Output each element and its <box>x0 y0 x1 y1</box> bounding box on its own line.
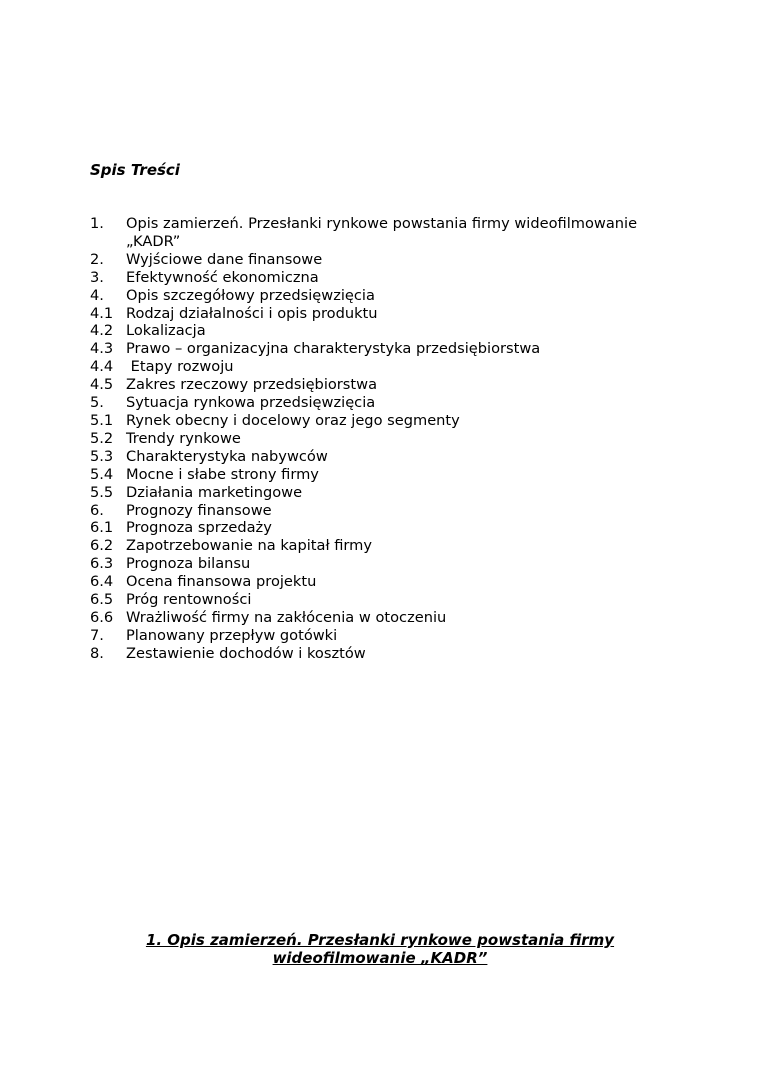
toc-item-number: 5.5 <box>90 483 114 501</box>
toc-item-number: 8. <box>90 644 104 662</box>
toc-item <box>90 340 680 358</box>
toc-item-text: Zestawienie dochodów i kosztów <box>126 644 366 662</box>
toc-item <box>90 484 680 502</box>
toc-item <box>90 322 680 340</box>
toc-item <box>90 358 680 376</box>
toc-item-text: Charakterystyka nabywców <box>126 447 328 465</box>
toc-item-number: 6.3 <box>90 555 114 573</box>
toc-item <box>90 502 680 520</box>
toc-item <box>90 591 680 609</box>
toc-item-number: 5.3 <box>90 447 114 465</box>
toc-item-text: Zakres rzeczowy przedsiębiorstwa <box>126 376 378 394</box>
toc-item-number: 4.3 <box>90 340 114 358</box>
toc-item-text: Planowany przepływ gotówki <box>126 626 338 644</box>
toc-item-text: Ocena finansowa projektu <box>126 573 317 591</box>
toc-item-number: 7. <box>90 626 104 644</box>
toc-item-text: Prognoza bilansu <box>126 555 251 573</box>
toc-item-text: Wyjściowe dane finansowe <box>126 250 323 268</box>
toc-item <box>90 573 680 591</box>
toc-item-number: 6. <box>90 501 104 519</box>
toc-item <box>90 555 680 573</box>
toc-item-text: Trendy rynkowe <box>126 429 241 447</box>
toc-item-number: 6.5 <box>90 591 114 609</box>
toc-item-number: 4. <box>90 286 104 304</box>
toc-item-text: Etapy rozwoju <box>126 358 234 376</box>
toc-item-text: Wrażliwość firmy na zakłócenia w otoczeniu <box>126 608 447 626</box>
toc-item-number: 4.4 <box>90 358 114 376</box>
section-heading: 1. Opis zamierzeń. Przesłanki rynkowe powstania firmy wideofilmowanie „KADR” <box>145 931 615 968</box>
toc-item <box>90 537 680 555</box>
toc-item-number: 5.4 <box>90 465 114 483</box>
toc-item <box>90 251 680 269</box>
toc-item-text: Efektywność ekonomiczna <box>126 268 319 286</box>
toc-item <box>90 376 680 394</box>
toc-item <box>90 269 680 287</box>
toc-item <box>90 448 680 466</box>
toc-item <box>90 287 680 305</box>
toc-item-number: 5.2 <box>90 429 114 447</box>
toc-item-text: Prawo – organizacyjna charakterystyka przedsiębiorstwa <box>126 340 541 358</box>
toc-item <box>90 645 680 663</box>
toc-item <box>90 609 680 627</box>
toc-item <box>90 466 680 484</box>
toc-item-number: 4.1 <box>90 304 114 322</box>
toc-item-text: Opis zamierzeń. Przesłanki rynkowe powstania firmy wideofilmowanie „KADR” <box>126 215 642 250</box>
toc-item <box>90 305 680 323</box>
toc-item-text: Prognozy finansowe <box>126 501 272 519</box>
toc-item-number: 1. <box>90 215 104 232</box>
toc-item <box>90 519 680 537</box>
toc-item <box>90 627 680 645</box>
toc-item-text: Opis szczegółowy przedsięwzięcia <box>126 286 375 304</box>
toc-item-text: Działania marketingowe <box>126 483 303 501</box>
toc-item-number: 6.2 <box>90 537 114 555</box>
toc-item-number: 6.6 <box>90 608 114 626</box>
toc-item-number: 2. <box>90 250 104 268</box>
toc-title: Spis Treści <box>90 161 180 179</box>
toc-item-number: 5.1 <box>90 411 114 429</box>
toc-item-text: Próg rentowności <box>126 591 252 609</box>
toc-item-number: 4.5 <box>90 376 114 394</box>
toc-item-text: Rynek obecny i docelowy oraz jego segmenty <box>126 411 460 429</box>
toc-item-text: Zapotrzebowanie na kapitał firmy <box>126 537 373 555</box>
toc-item <box>90 215 680 251</box>
toc-item-text: Mocne i słabe strony firmy <box>126 465 319 483</box>
toc-item <box>90 430 680 448</box>
toc-item <box>90 412 680 430</box>
toc-item-number: 4.2 <box>90 322 114 340</box>
toc-item <box>90 394 680 412</box>
toc-item-number: 6.1 <box>90 519 114 537</box>
toc-item-text: Rodzaj działalności i opis produktu <box>126 304 378 322</box>
toc-item-number: 3. <box>90 268 104 286</box>
toc-item-text: Lokalizacja <box>126 322 206 340</box>
toc-list <box>90 215 680 663</box>
toc-item-text: Prognoza sprzedaży <box>126 519 272 537</box>
toc-item-number: 6.4 <box>90 573 114 591</box>
toc-item-text: Sytuacja rynkowa przedsięwzięcia <box>126 394 376 412</box>
toc-item-number: 5. <box>90 394 104 412</box>
